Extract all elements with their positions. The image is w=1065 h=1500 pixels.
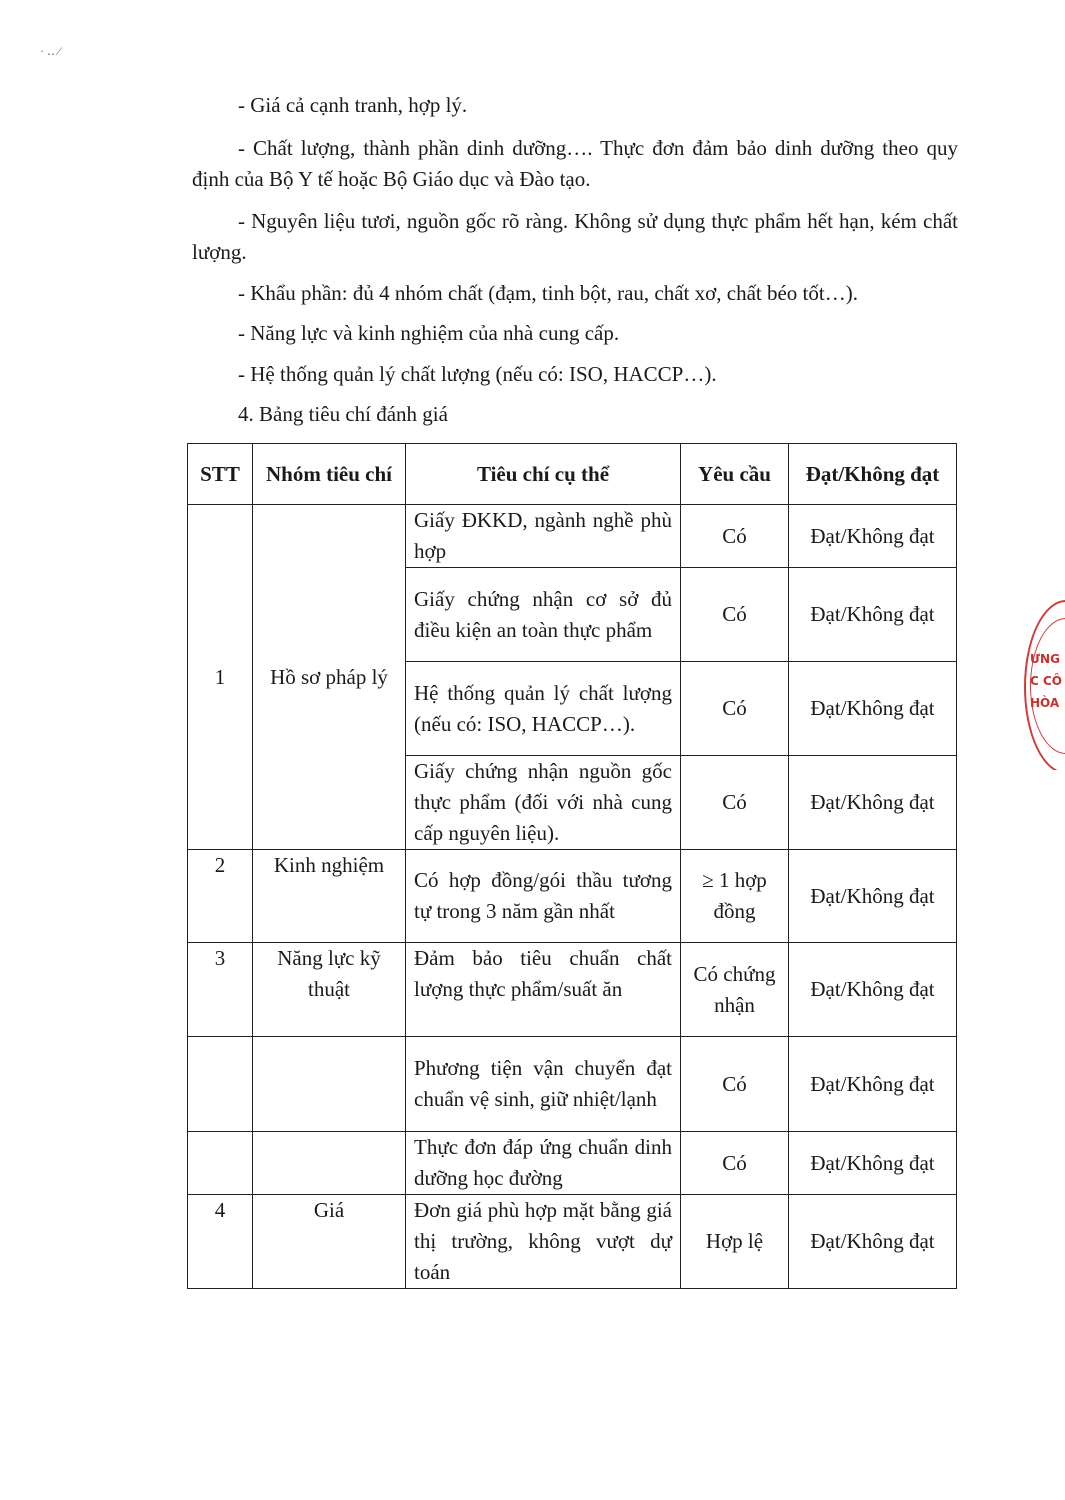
cell-group: Năng lực kỹ thuật	[253, 943, 406, 1037]
stamp-text-line: C CÔ	[1030, 674, 1062, 688]
cell-group: Giá	[253, 1195, 406, 1289]
cell-requirement: Hợp lệ	[681, 1195, 789, 1289]
header-result: Đạt/Không đạt	[789, 444, 957, 505]
paragraph-quality: - Chất lượng, thành phần dinh dưỡng…. Thực đơn đảm bảo dinh dưỡng theo quy định của Bộ Y tế hoặc Bộ Giáo dục và Đào tạo.	[192, 136, 958, 191]
table-row	[188, 505, 957, 568]
cell-criterion: Đảm bảo tiêu chuẩn chất lượng thực phẩm/suất ăn	[406, 943, 681, 1037]
cell-stt: 2	[188, 850, 253, 943]
cell-criterion: Hệ thống quản lý chất lượng (nếu có: ISO, HACCP…).	[406, 662, 681, 756]
cell-result: Đạt/Không đạt	[789, 1132, 957, 1195]
cell-result: Đạt/Không đạt	[789, 505, 957, 568]
cell-group-empty	[253, 1037, 406, 1132]
table-row	[188, 1037, 957, 1132]
paragraph-portion: - Khẩu phần: đủ 4 nhóm chất (đạm, tinh bột, rau, chất xơ, chất béo tốt…).	[238, 281, 858, 305]
table-row	[188, 1195, 957, 1289]
cell-requirement: Có	[681, 1037, 789, 1132]
section-heading-criteria-table: 4. Bảng tiêu chí đánh giá	[238, 402, 448, 426]
paragraph-ingredients: - Nguyên liệu tươi, nguồn gốc rõ ràng. Không sử dụng thực phẩm hết hạn, kém chất lượng.	[192, 209, 958, 264]
cell-requirement: Có	[681, 662, 789, 756]
cell-criterion: Phương tiện vận chuyển đạt chuẩn vệ sinh, giữ nhiệt/lạnh	[406, 1037, 681, 1132]
cell-stt: 4	[188, 1195, 253, 1289]
cell-result: Đạt/Không đạt	[789, 850, 957, 943]
cell-group: Kinh nghiệm	[253, 850, 406, 943]
header-requirement: Yêu cầu	[681, 444, 789, 505]
cell-requirement: Có chứng nhận	[681, 943, 789, 1037]
cell-requirement: Có	[681, 568, 789, 662]
cell-result: Đạt/Không đạt	[789, 1037, 957, 1132]
cell-requirement: ≥ 1 hợp đồng	[681, 850, 789, 943]
paragraph-qms: - Hệ thống quản lý chất lượng (nếu có: ISO, HACCP…).	[238, 362, 717, 386]
cell-result: Đạt/Không đạt	[789, 1195, 957, 1289]
cell-requirement: Có	[681, 1132, 789, 1195]
cell-group: Hồ sơ pháp lý	[253, 505, 406, 850]
cell-stt: 1	[188, 505, 253, 850]
cell-requirement: Có	[681, 505, 789, 568]
cell-result: Đạt/Không đạt	[789, 943, 957, 1037]
table-header-row	[188, 444, 957, 505]
cell-result: Đạt/Không đạt	[789, 568, 957, 662]
header-stt: STT	[188, 444, 253, 505]
cell-group-empty	[253, 1132, 406, 1195]
table-row	[188, 850, 957, 943]
cell-criterion: Đơn giá phù hợp mặt bằng giá thị trường, không vượt dự toán	[406, 1195, 681, 1289]
paragraph-capacity: - Năng lực và kinh nghiệm của nhà cung cấp.	[238, 321, 620, 345]
stamp-text-line: HÒA	[1030, 696, 1060, 710]
cell-result: Đạt/Không đạt	[789, 756, 957, 850]
cell-criterion: Giấy ĐKKD, ngành nghề phù hợp	[406, 505, 681, 568]
table-row	[188, 943, 957, 1037]
header-criterion: Tiêu chí cụ thể	[406, 444, 681, 505]
cell-criterion: Giấy chứng nhận nguồn gốc thực phẩm (đối với nhà cung cấp nguyên liệu).	[406, 756, 681, 850]
cell-criterion: Giấy chứng nhận cơ sở đủ điều kiện an toàn thực phẩm	[406, 568, 681, 662]
stamp-text-line: ƯNG	[1030, 652, 1060, 666]
criteria-table	[187, 443, 957, 1289]
cell-stt-empty	[188, 1132, 253, 1195]
cell-stt-empty	[188, 1037, 253, 1132]
header-group: Nhóm tiêu chí	[253, 444, 406, 505]
cell-criterion: Thực đơn đáp ứng chuẩn dinh dưỡng học đường	[406, 1132, 681, 1195]
table-row	[188, 1132, 957, 1195]
cell-result: Đạt/Không đạt	[789, 662, 957, 756]
scan-mark: · ‥ ⁄	[40, 44, 61, 58]
cell-stt: 3	[188, 943, 253, 1037]
cell-requirement: Có	[681, 756, 789, 850]
red-seal-stamp	[1024, 600, 1065, 770]
cell-criterion: Có hợp đồng/gói thầu tương tự trong 3 năm gần nhất	[406, 850, 681, 943]
paragraph-price: - Giá cả cạnh tranh, hợp lý.	[238, 93, 468, 117]
